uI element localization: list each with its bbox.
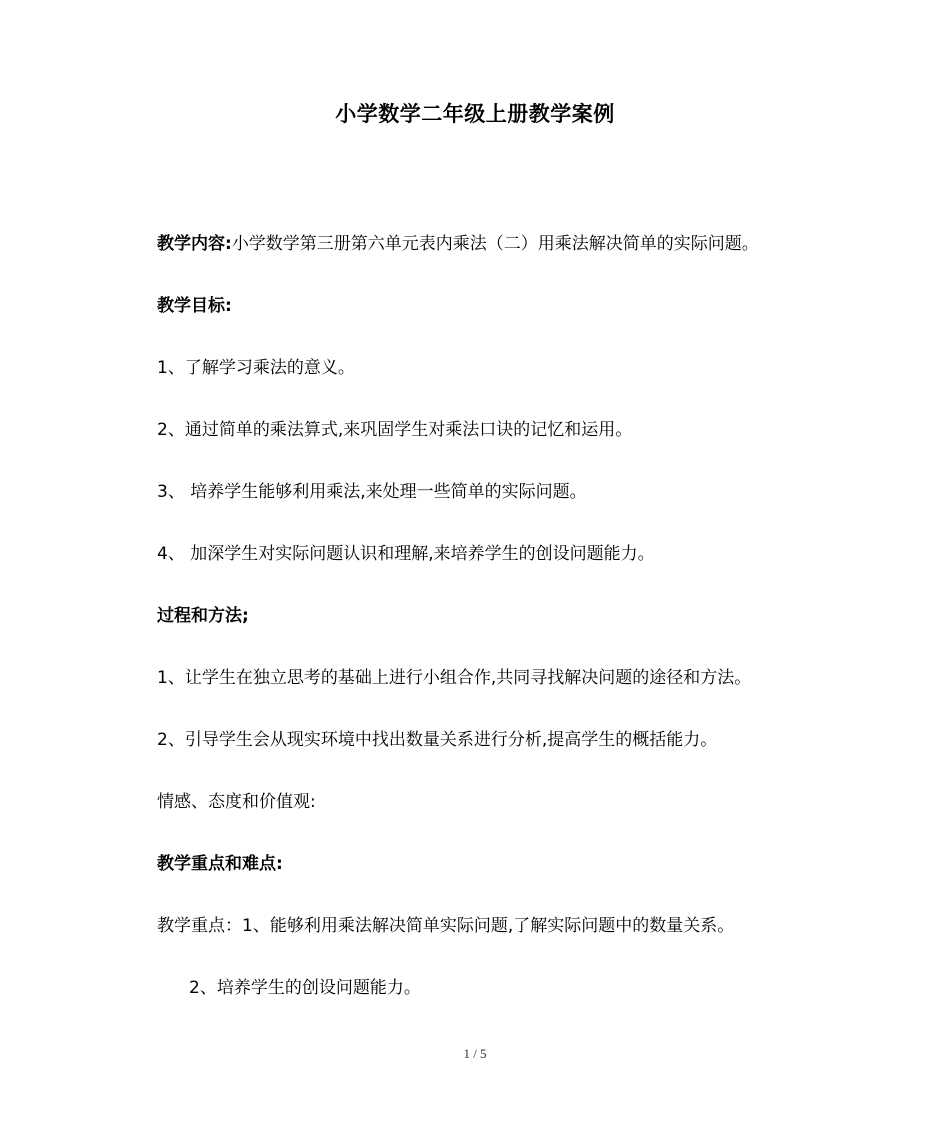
objective-item-1: 1、了解学习乘法的意义。 [157,358,355,378]
process-item-1: 1、让学生在独立思考的基础上进行小组合作,共同寻找解决问题的途径和方法。 [157,668,752,688]
teaching-content-label: 教学内容: [157,234,232,254]
key-points-heading: 教学重点和难点: [157,854,283,874]
teaching-content-text: 小学数学第三册第六单元表内乘法（二）用乘法解决简单的实际问题。 [231,234,759,254]
objectives-heading: 教学目标: [157,296,232,316]
key-point-2: 2、培养学生的创设问题能力。 [189,978,421,998]
process-item-2: 2、引导学生会从现实环境中找出数量关系进行分析,提高学生的概括能力。 [157,730,718,750]
objective-item-3: 3、 培养学生能够利用乘法,来处理一些简单的实际问题。 [157,482,587,502]
page-number: 1 / 5 [463,1046,487,1061]
objective-item-4: 4、 加深学生对实际问题认识和理解,来培养学生的创设问题能力。 [157,544,655,564]
objective-item-2: 2、通过简单的乘法算式,来巩固学生对乘法口诀的记忆和运用。 [157,420,633,440]
teaching-content-line [157,231,857,257]
process-heading: 过程和方法; [157,606,249,626]
document-title: 小学数学二年级上册教学案例 [335,102,615,126]
emotion-attitude-line: 情感、态度和价值观: [157,792,316,812]
key-point-1: 教学重点：1、能够利用乘法解决简单实际问题,了解实际问题中的数量关系。 [157,916,735,936]
